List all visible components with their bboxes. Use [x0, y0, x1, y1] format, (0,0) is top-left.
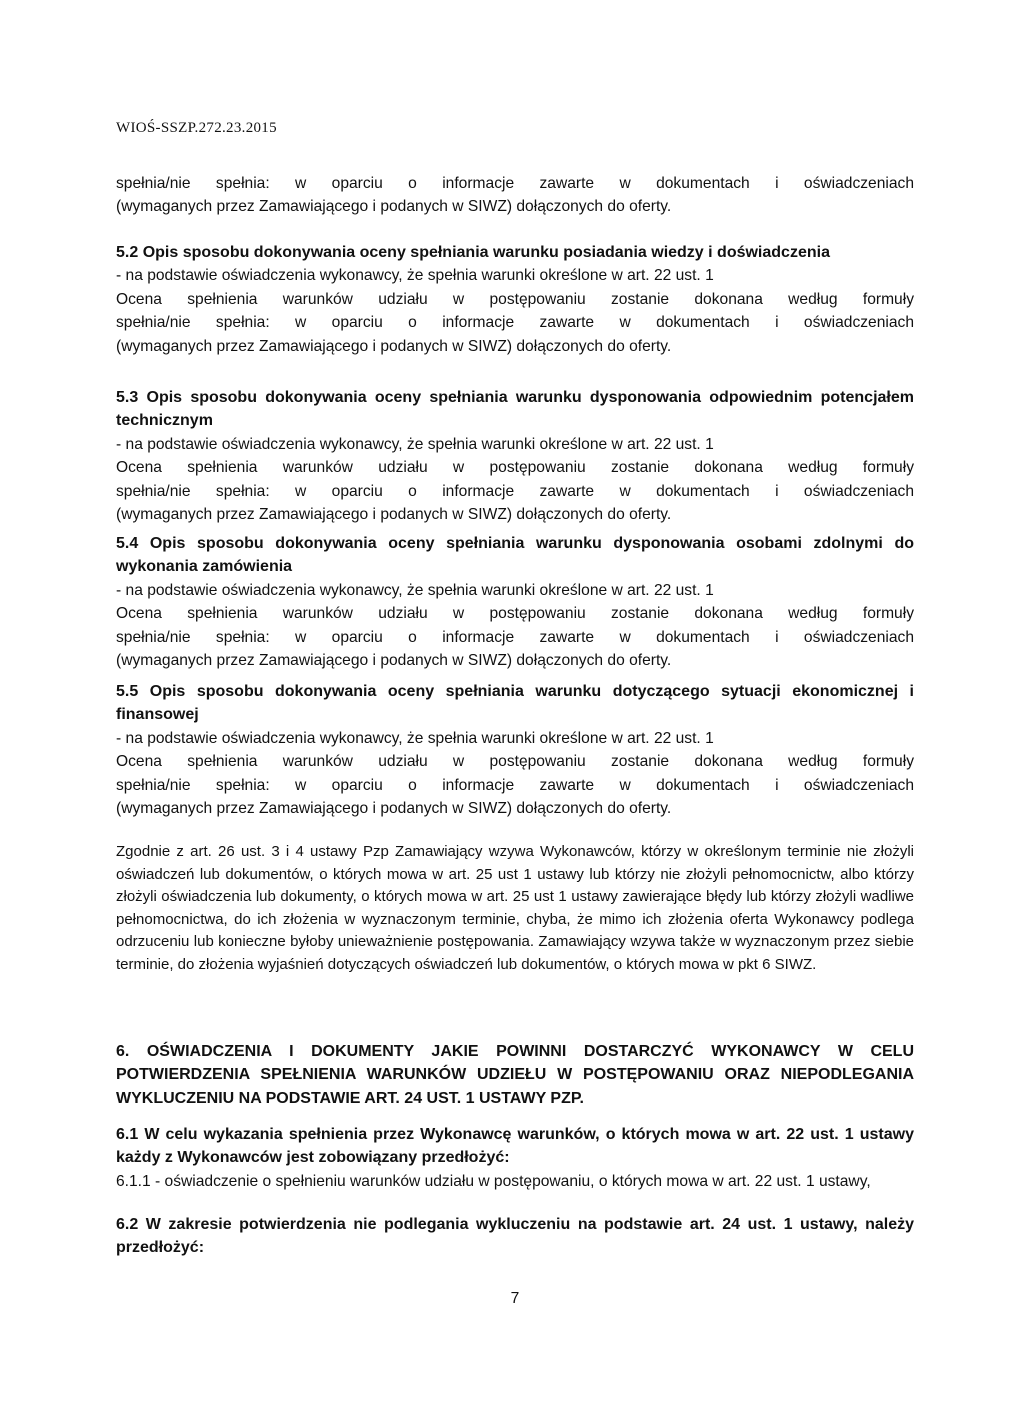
section-line: (wymaganych przez Zamawiającego i podanych w SIWZ) dołączonych do oferty.	[116, 652, 672, 670]
section-title: 5.2 Opis sposobu dokonywania oceny spełniania warunku posiadania wiedzy i doświadczenia	[116, 244, 830, 261]
section-line: Ocena spełnienia warunków udziału w postępowaniu zostanie dokonana według formuły	[116, 605, 914, 623]
notice-text: Zgodnie z art. 26 ust. 3 i 4 ustawy Pzp Zamawiający wzywa Wykonawców, którzy w określonym terminie nie złożyli oświadczeń lub dokumentów, o których mowa w art. 25 ust 1 ustawy lub którzy nie złożyli pełnomocnictw, albo którzy złożyli oświadczenia lub dokumenty, o których mowa w art. 25 ust 1 ustawy zawierające błędy lub którzy złożyli wadliwe pełnomocnictwa, do ich złożenia w wyznaczonym terminie, chyba, że mimo ich złożenia oferta Wykonawcy podlega odrzuceniu lub konieczne byłoby unieważnienie postępowania. Zamawiający wzywa także w wyznaczonym przez siebie terminie, do złożenia wyjaśnień dotyczących oświadczeń lub dokumentów, o których mowa w pkt 6 SIWZ.	[116, 843, 914, 973]
section-line: - na podstawie oświadczenia wykonawcy, że spełnia warunki określone w art. 22 ust. 1	[116, 267, 714, 285]
section-6-2-title: 6.2 W zakresie potwierdzenia nie podlegania wykluczeniu na podstawie art. 24 ust. 1 ustawy, należy przedłożyć:	[116, 1216, 914, 1257]
section-line: spełnia/nie spełnia: w oparciu o informacje zawarte w dokumentach i oświadczeniach	[116, 314, 914, 332]
section-line: - na podstawie oświadczenia wykonawcy, że spełnia warunki określone w art. 22 ust. 1	[116, 581, 714, 599]
intro-line: spełnia/nie spełnia: w oparciu o informacje zawarte w dokumentach i oświadczeniach	[116, 175, 914, 192]
section-5-3	[116, 386, 914, 526]
section-6-2	[116, 1213, 914, 1260]
section-6-1	[116, 1123, 914, 1193]
intro-paragraph	[116, 172, 914, 219]
section-6-1-1-text: 6.1.1 - oświadczenie o spełnieniu warunków udziału w postępowaniu, o których mowa w art. 22 ust. 1 ustawy,	[116, 1172, 871, 1190]
section-line: (wymaganych przez Zamawiającego i podanych w SIWZ) dołączonych do oferty.	[116, 800, 672, 818]
section-6-title: 6. OŚWIADCZENIA I DOKUMENTY JAKIE POWINNI DOSTARCZYĆ WYKONAWCY W CELU POTWIERDZENIA SPEŁNIENIA WARUNKÓW UDZIEŁU W POSTĘPOWANIU ORAZ NIEPODLEGANIA WYKLUCZENIU NA PODSTAWIE ART. 24 UST. 1 USTAWY PZP.	[116, 1043, 914, 1107]
section-line: spełnia/nie spełnia: w oparciu o informacje zawarte w dokumentach i oświadczeniach	[116, 482, 914, 500]
section-line: Ocena spełnienia warunków udziału w postępowaniu zostanie dokonana według formuły	[116, 753, 914, 771]
section-6	[116, 1040, 914, 1110]
section-line: - na podstawie oświadczenia wykonawcy, że spełnia warunki określone w art. 22 ust. 1	[116, 435, 714, 453]
section-title: 5.4 Opis sposobu dokonywania oceny spełniania warunku dysponowania osobami zdolnymi do wykonania zamówienia	[116, 535, 914, 576]
document-reference: WIOŚ-SSZP.272.23.2015	[116, 120, 277, 136]
section-line: (wymaganych przez Zamawiającego i podanych w SIWZ) dołączonych do oferty.	[116, 337, 672, 355]
section-5-4	[116, 532, 914, 672]
section-5-5	[116, 680, 914, 820]
section-title: 5.3 Opis sposobu dokonywania oceny spełniania warunku dysponowania odpowiednim potencjałem technicznym	[116, 389, 914, 430]
page-number: 7	[510, 1290, 520, 1307]
intro-line: (wymaganych przez Zamawiającego i podanych w SIWZ) dołączonych do oferty.	[116, 198, 672, 216]
section-line: Ocena spełnienia warunków udziału w postępowaniu zostanie dokonana według formuły	[116, 459, 914, 477]
notice-paragraph	[116, 841, 914, 977]
section-6-1-title: 6.1 W celu wykazania spełnienia przez Wykonawcę warunków, o których mowa w art. 22 ust. 1 ustawy każdy z Wykonawców jest zobowiązany przedłożyć:	[116, 1126, 914, 1167]
section-line: spełnia/nie spełnia: w oparciu o informacje zawarte w dokumentach i oświadczeniach	[116, 776, 914, 794]
section-line: - na podstawie oświadczenia wykonawcy, że spełnia warunki określone w art. 22 ust. 1	[116, 729, 714, 747]
section-5-2	[116, 241, 914, 358]
section-line: spełnia/nie spełnia: w oparciu o informacje zawarte w dokumentach i oświadczeniach	[116, 628, 914, 646]
section-line: (wymaganych przez Zamawiającego i podanych w SIWZ) dołączonych do oferty.	[116, 506, 672, 524]
section-line: Ocena spełnienia warunków udziału w postępowaniu zostanie dokonana według formuły	[116, 290, 914, 308]
section-title: 5.5 Opis sposobu dokonywania oceny spełniania warunku dotyczącego sytuacji ekonomicznej i finansowej	[116, 683, 914, 724]
